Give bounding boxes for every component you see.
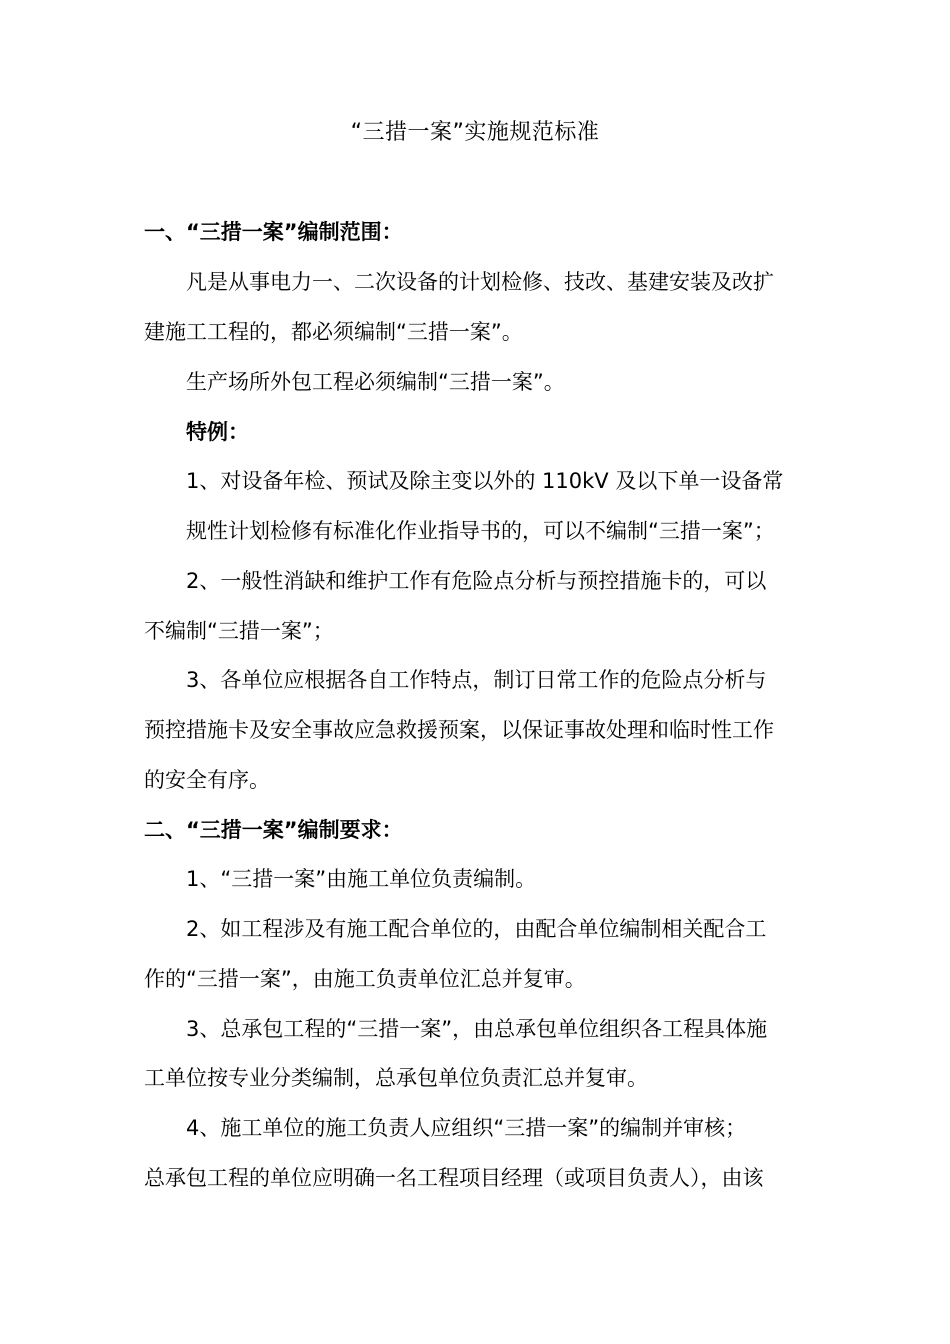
subheading-special-cases: 特例： [186,420,249,444]
paragraph-line: 工单位按专业分类编制，总承包单位负责汇总并复审。 [144,1066,648,1090]
paragraph-line: 生产场所外包工程必须编制“三措一案”。 [186,370,565,394]
section-heading-scope: 一、“三措一案”编制范围： [144,220,403,244]
paragraph-line: 3、总承包工程的“三措一案”，由总承包单位组织各工程具体施 [186,1017,768,1041]
paragraph-line: 4、施工单位的施工负责人应组织“三措一案”的编制并审核； [186,1116,747,1140]
paragraph-line: 1、“三措一案”由施工单位负责编制。 [186,867,537,891]
paragraph-line: 不编制“三措一案”； [144,619,334,643]
paragraph-line: 总承包工程的单位应明确一名工程项目经理（或项目负责人），由该 [144,1166,764,1190]
paragraph-line: 预控措施卡及安全事故应急救援预案，以保证事故处理和临时性工作 [144,718,774,742]
paragraph-line: 作的“三措一案”，由施工负责单位汇总并复审。 [144,967,586,991]
paragraph-line: 的安全有序。 [144,768,270,792]
paragraph-line: 2、一般性消缺和维护工作有危险点分析与预控措施卡的，可以 [186,569,767,593]
paragraph-line: 凡是从事电力一、二次设备的计划检修、技改、基建安装及改扩 [186,270,774,294]
paragraph-line: 规性计划检修有标准化作业指导书的，可以不编制“三措一案”； [186,519,775,543]
document-title: “三措一案”实施规范标准 [350,120,600,145]
paragraph-line: 1、对设备年检、预试及除主变以外的 110kV 及以下单一设备常 [186,469,784,493]
paragraph-line: 3、各单位应根据各自工作特点，制订日常工作的危险点分析与 [186,668,767,692]
paragraph-line: 建施工工程的，都必须编制“三措一案”。 [144,320,523,344]
paragraph-line: 2、如工程涉及有施工配合单位的，由配合单位编制相关配合工 [186,917,767,941]
section-heading-requirements: 二、“三措一案”编制要求： [144,818,403,842]
